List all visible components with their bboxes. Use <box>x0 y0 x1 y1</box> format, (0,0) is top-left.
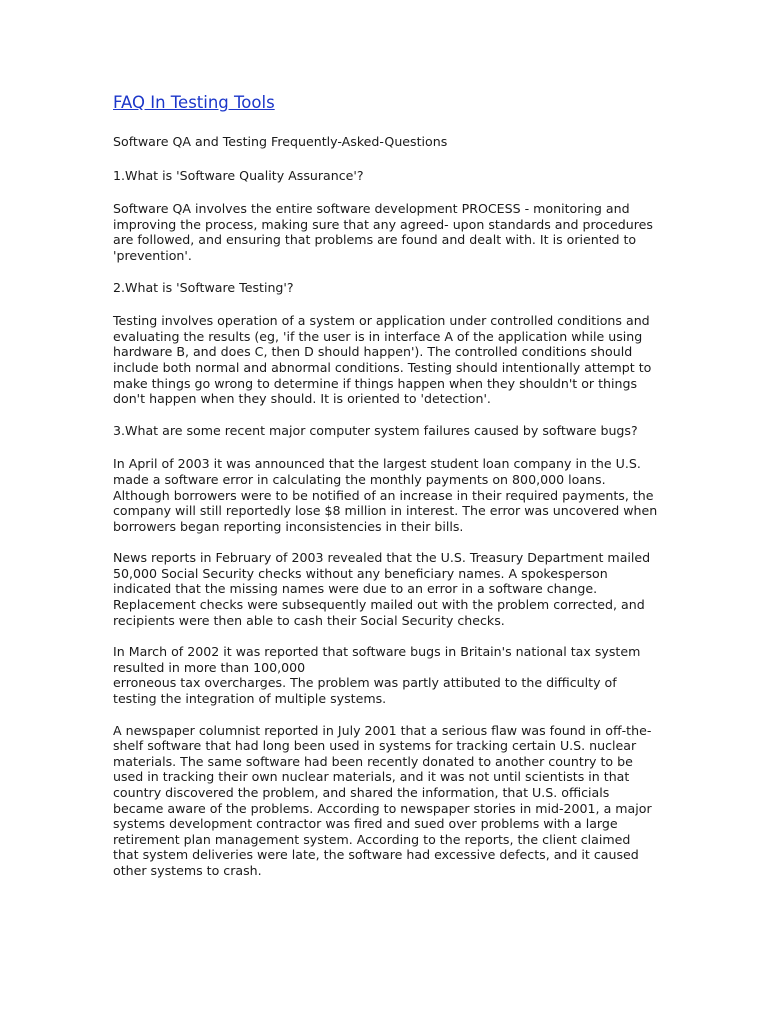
answer-3-paragraph-4: A newspaper columnist reported in July 2001 that a serious flaw was found in off-the-shelf software that had long been used in systems for tracking certain U.S. nuclear materials. The same software had been recently donated to another country to be used in tracking their own nuclear materials, and it was not until scientists in that country discovered the problem, and shared the information, that U.S. officials became aware of the problems. According to newspaper stories in mid-2001, a major systems development contractor was fired and sued over problems with a large retirement plan management system. According to the reports, the client claimed that system deliveries were late, the software had excessive defects, and it caused other systems to crash. <box>113 722 652 878</box>
answer-3-paragraph-3-line-2: erroneous tax overcharges. The problem was partly attibuted to the difficulty of testing the integration of multiple systems. <box>113 675 617 707</box>
document-page <box>113 92 658 895</box>
document-subtitle: Software QA and Testing Frequently-Asked-Questions <box>113 134 448 149</box>
answer-3-paragraph-1: In April of 2003 it was announced that the largest student loan company in the U.S. made a software error in calculating the monthly payments on 800,000 loans. Although borrowers were to be notified of an increase in their required payments, the company will still reportedly lose $8 million in interest. The error was uncovered when borrowers began reporting inconsistencies in their bills. <box>113 456 658 534</box>
answer-3-paragraph-3-line-1: In March of 2002 it was reported that software bugs in Britain's national tax system resulted in more than 100,000 <box>113 644 641 675</box>
page-title-link[interactable]: FAQ In Testing Tools <box>113 93 275 112</box>
answer-1: Software QA involves the entire software development PROCESS - monitoring and improving the process, making sure that any agreed- upon standards and procedures are followed, and ensuring that problems are found and dealt with. It is oriented to 'prevention'. <box>113 201 653 263</box>
question-3: 3.What are some recent major computer system failures caused by software bugs? <box>113 422 638 438</box>
question-1: 1.What is 'Software Quality Assurance'? <box>113 167 364 183</box>
answer-3-paragraph-2: News reports in February of 2003 revealed that the U.S. Treasury Department mailed 50,000 Social Security checks without any beneficiary names. A spokesperson indicated that the missing names were due to an error in a software change. Replacement checks were subsequently mailed out with the problem corrected, and recipients were then able to cash their Social Security checks. <box>113 550 651 628</box>
answer-2: Testing involves operation of a system or application under controlled conditions and evaluating the results (eg, 'if the user is in interface A of the application while using hardware B, and does C, then D should happen'). The controlled conditions should include both normal and abnormal conditions. Testing should intentionally attempt to make things go wrong to determine if things happen when they shouldn't or things don't happen when they should. It is oriented to 'detection'. <box>113 313 652 407</box>
question-2: 2.What is 'Software Testing'? <box>113 279 294 295</box>
